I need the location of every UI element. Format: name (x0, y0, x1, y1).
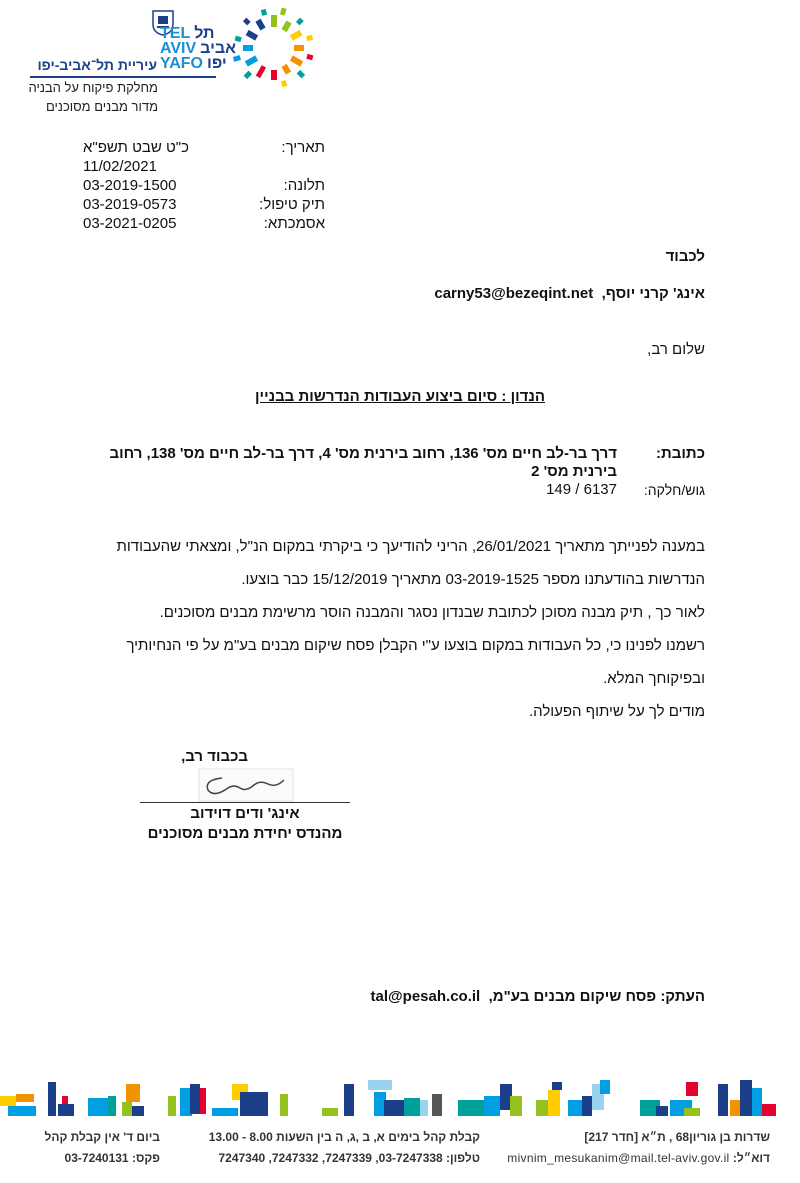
paragraph-4: מודים לך על שיתוף הפעולה. (528, 703, 705, 720)
recipient-email: carny53@bezeqint.net (434, 285, 594, 302)
greeting: שלום רב, (647, 341, 705, 358)
reference-number: 03-2021-0205 (83, 215, 177, 232)
signer-name: אינג' ודים דוידוב (190, 805, 300, 822)
city-name: עיריית תל־אביב-יפו (37, 57, 157, 73)
address-line-2: בירנית מס' 2 (531, 463, 617, 480)
fax-number: פקס: 03-7240131 (64, 1151, 160, 1165)
footer-address: שדרות בן גוריון68 , ת״א [חדר 217] (584, 1130, 770, 1144)
footer-decoration (0, 1078, 800, 1120)
cc-line (371, 988, 705, 1005)
paragraph-1b: הנדרשות בהודעתנו מספר 03-2019-1525 מתאריך 15/12/2019 כבר בוצעו. (241, 571, 705, 588)
file-number: 03-2019-0573 (83, 196, 177, 213)
complaint-label: תלונה: (283, 177, 325, 194)
department-name: מחלקת פיקוח על הבניה (28, 80, 158, 95)
paragraph-2: לאור כך , תיק מבנה מסוכן לכתובת שבנדון נסגר והמבנה הוסר מרשימת מבנים מסוכנים. (159, 604, 705, 621)
date-label: תאריך: (281, 139, 325, 156)
address-label: כתובת: (656, 445, 705, 462)
footer-email: mivnim_mesukanim@mail.tel-aviv.gov.il (507, 1151, 730, 1165)
paragraph-1a: במענה לפנייתך מתאריך 26/01/2021, הריני להודיעך כי ביקרתי במקום הנ"ל, ומצאתי שהעבודות (116, 538, 705, 555)
recipient-name: אינג' קרני יוסף, (601, 285, 705, 302)
signature-line (140, 802, 350, 803)
footer-hours (180, 1127, 480, 1169)
logo-aviv-heb: אביב (200, 40, 237, 57)
division-name: מדור מבנים מסוכנים (45, 99, 158, 114)
date: 11/02/2021 (83, 158, 157, 175)
cc-label: העתק: פסח שיקום מבנים בע"מ, (488, 988, 705, 1005)
logo-tel-heb: תל (194, 25, 215, 42)
department-lines (28, 78, 158, 116)
salutation: לכבוד (665, 248, 705, 265)
file-label: תיק טיפול: (259, 196, 325, 213)
phone-numbers: טלפון: 03-7247338, 7247339, 7247332, 7247340 (218, 1151, 480, 1165)
paragraph-3b: ובפיקוחך המלא. (603, 670, 705, 687)
footer-email-label: דוא״ל: (732, 1151, 770, 1165)
cc-email: tal@pesah.co.il (370, 988, 481, 1005)
reception-hours: קבלת קהל בימים א, ב ,ג, ה בין השעות 8.00 - 13.00 (208, 1130, 480, 1144)
footer-contact (507, 1127, 770, 1169)
address-line-1: דרך בר-לב חיים מס' 136, רחוב בירנית מס' 4, דרך בר-לב חיים מס' 138, רחוב (109, 445, 617, 462)
recipient-line (434, 285, 705, 302)
reference-label: אסמכתא: (263, 215, 325, 232)
date-hebrew: כ"ט שבט תשפ"א (83, 139, 189, 156)
signer-block (140, 804, 350, 844)
address-text (87, 445, 617, 481)
signer-title: מהנדס יחידת מבנים מסוכנים (147, 825, 343, 842)
logo-yafo: YAFO (160, 55, 203, 72)
logo-sunburst (228, 2, 320, 94)
meta-block (75, 138, 325, 233)
subject-line: הנדון : סיום ביצוע העבודות הנדרשות בבניין (255, 388, 545, 405)
no-reception-day: ביום ד' אין קבלת קהל (44, 1130, 160, 1144)
signature-scribble (198, 768, 294, 802)
department-block (0, 56, 157, 75)
logo-aviv: AVIV (160, 40, 197, 57)
footer-fax (20, 1127, 160, 1169)
letter-body (85, 530, 705, 728)
paragraph-3a: רשמנו לפנינו כי, כל העבודות במקום בוצעו ע"י הקבלן פסח שיקום מבנים בע"מ על פי הנחיותיך (126, 637, 705, 654)
parcel-value: 149 / 6137 (546, 481, 617, 498)
complaint-number: 03-2019-1500 (83, 177, 177, 194)
logo-tel: TEL (160, 25, 191, 42)
parcel-label: גוש/חלקה: (643, 482, 705, 498)
closing: בכבוד רב, (181, 748, 248, 765)
logo-yafo-heb: יפו (206, 55, 227, 72)
